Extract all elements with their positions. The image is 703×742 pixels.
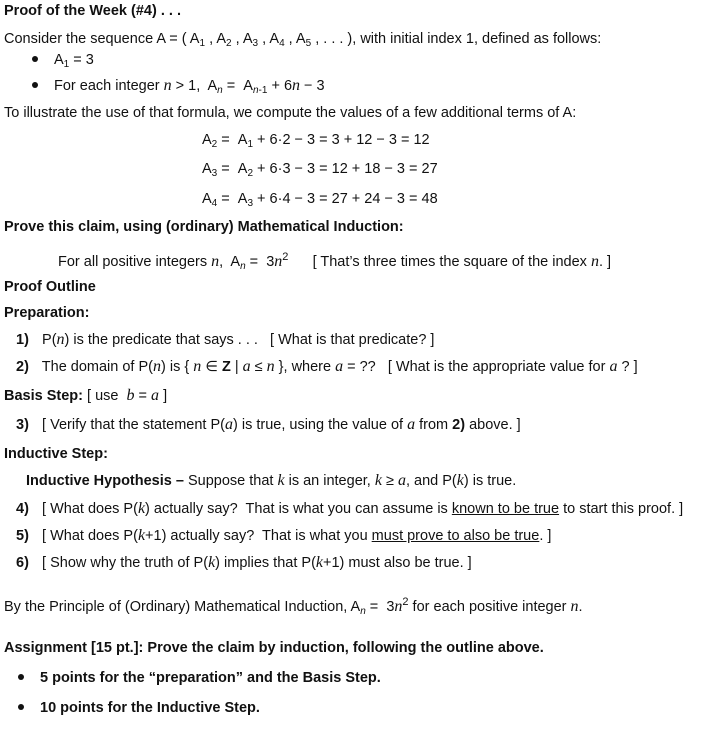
bullet-icon [32,56,38,62]
basis-step: Basis Step: [ use b = a ] [4,387,168,404]
document-title: Proof of the Week (#4) . . . [4,3,181,19]
computation-a2: $A_2 = A_1 + 6\cdot 2 - 3 = 3 + 12 - 3 = 12$ [202,132,430,150]
outline-item-2: 2) The domain of P(n) is { n ∈ Z | a ≤ n }, where a = ?? [ What is the appropriate value for a ? ] [16,358,638,375]
bullet-icon [18,674,24,680]
inductive-step-heading: Inductive Step: [4,446,108,462]
assignment-bullet-2 [18,699,260,717]
computation-a3: $A_3 = A_2 + 6\cdot 3 - 3 = 12 + 18 - 3 = 27$ [202,161,438,179]
bullet-base-case: $A_1 = 3$ [32,51,94,74]
inductive-hypothesis: Inductive Hypothesis – Suppose that k is an integer, k ≥ a, and P(k) is true. [26,472,517,489]
computation-a4: $A_4 = A_3 + 6\cdot 4 - 3 = 27 + 24 - 3 = 48$ [202,191,438,209]
claim-heading: Prove this claim, using (ordinary) Mathematical Induction: [4,219,404,235]
assignment-bullet-1 [18,669,381,687]
preparation-heading: Preparation: [4,305,90,321]
proof-outline-heading: Proof Outline [4,279,96,295]
assignment-bullet-text: 10 points for the Inductive Step. [40,700,260,716]
outline-item-3: 3) [ Verify that the statement P(a) is true, using the value of a from 2) above. ] [16,416,521,433]
sequence-definition: Consider the sequence A = ( $A_1$ , $A_2$ , $A_3$ , $A_4$ , $A_5$ , . . . ), with initial index 1, defined as follows: [4,31,602,49]
outline-item-4: 4) [ What does P(k) actually say? That is what you can assume is known to be true to start this proof. ] [16,500,684,517]
claim-statement: For all positive integers n, $A_n = 3n^2$ [ That’s three times the square of the index n. ] [58,251,612,272]
assignment-heading: Assignment [15 pt.]: Prove the claim by induction, following the outline above. [4,640,544,656]
illustration-lead: To illustrate the use of that formula, we compute the values of a few additional terms of A: [4,105,577,121]
outline-item-5: 5) [ What does P(k+1) actually say? That is what you must prove to also be true. ] [16,527,552,544]
outline-item-1: 1) P(n) is the predicate that says . . . [ What is that predicate? ] [16,331,435,348]
conclusion: By the Principle of (Ordinary) Mathematical Induction, $A_n = 3n^2$ for each positive integer n. [4,596,583,617]
bullet-icon [18,704,24,710]
bullet-icon [32,82,38,88]
bullet-recurrence: For each integer n > 1, $A_n = A_{n-1} + 6n - 3$ [32,77,325,100]
outline-item-6: 6) [ Show why the truth of P(k) implies that P(k+1) must also be true. ] [16,554,472,571]
assignment-bullet-text: 5 points for the “preparation” and the Basis Step. [40,670,381,686]
